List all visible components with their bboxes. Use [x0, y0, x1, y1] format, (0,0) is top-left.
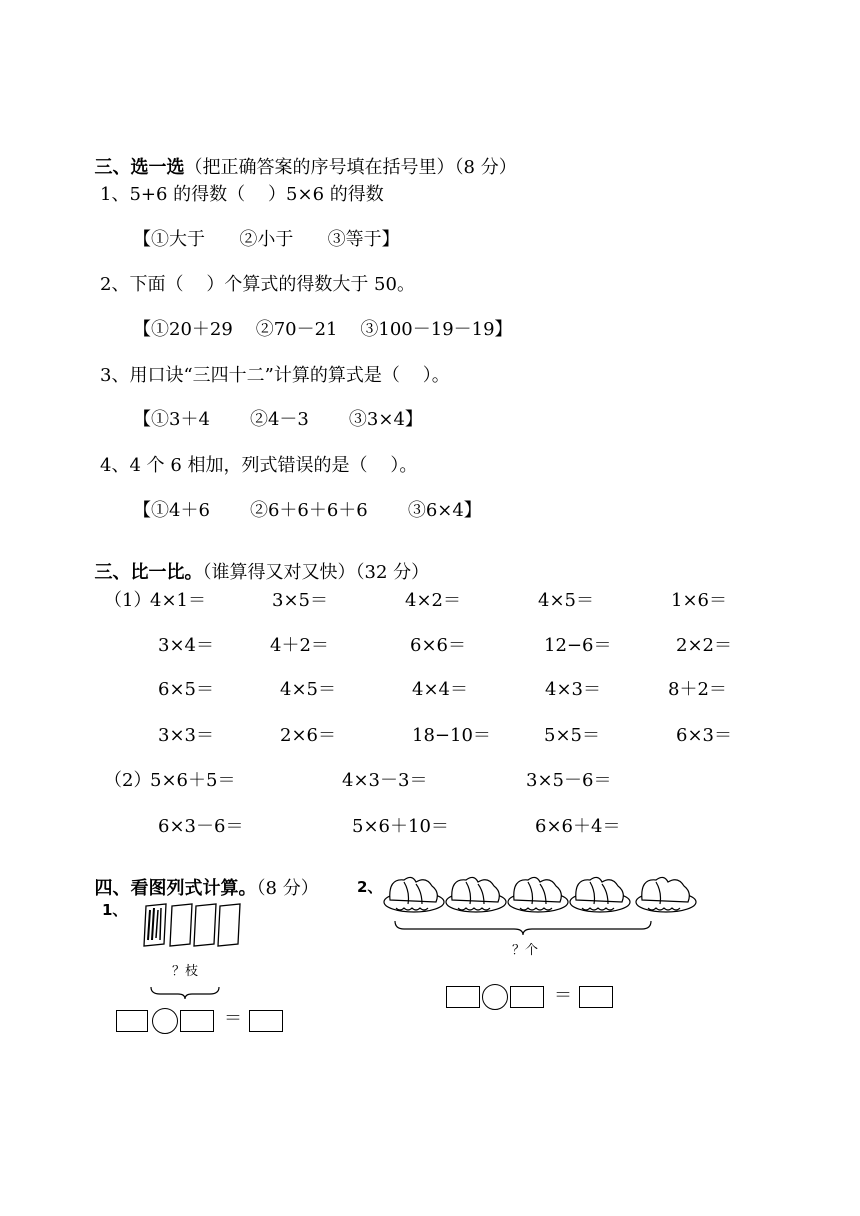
- part-2-label: （2）: [104, 770, 152, 791]
- calc-item: 6×3－6＝: [158, 816, 244, 837]
- calc-item: 4×3－3＝: [342, 770, 428, 791]
- calc-item: 3×5＝: [272, 590, 328, 611]
- calc-item: 6×6＋4＝: [535, 816, 621, 837]
- calc-item: 4×5＝: [538, 590, 594, 611]
- section-choose-title: 三、选一选: [94, 157, 185, 178]
- problem-1-question: ？枝: [172, 964, 199, 979]
- calc-item: 4×1＝: [150, 590, 206, 611]
- calc-item: 3×4＝: [158, 635, 214, 656]
- question-4: 4、4 个 6 相加，列式错误的是（ ）。: [100, 455, 418, 476]
- brace: [150, 986, 220, 1000]
- question-3-options: 【①3＋4 ②4－3 ③3×4】: [133, 409, 423, 430]
- question-1-options: 【①大于 ②小于 ③等于】: [133, 229, 400, 250]
- answer-box[interactable]: [116, 1010, 148, 1032]
- section-compare-note: （谁算得又对又快）（32 分）: [202, 562, 430, 583]
- answer-box[interactable]: [249, 1010, 283, 1032]
- part-1-label: （1）: [104, 590, 152, 611]
- peach-plate: [636, 877, 696, 912]
- calc-item: 2×6＝: [280, 725, 336, 746]
- answer-box[interactable]: [180, 1010, 214, 1032]
- question-1: 1、5+6 的得数（ ）5×6 的得数: [100, 184, 384, 205]
- section-picture-heading: [82, 862, 319, 898]
- peach-plates-image: [382, 872, 700, 918]
- question-2: 2、下面（ ）个算式的得数大于 50。: [100, 274, 415, 295]
- problem-2-label: 2、: [357, 878, 383, 896]
- calc-item: 4＋2＝: [270, 635, 329, 656]
- calc-item: 4×2＝: [405, 590, 461, 611]
- answer-box[interactable]: [579, 986, 613, 1008]
- calc-item: 5×6＋10＝: [352, 816, 449, 837]
- peach-plate: [508, 877, 568, 912]
- operator-circle[interactable]: [482, 984, 508, 1010]
- equals-sign: ＝: [554, 985, 572, 1006]
- section-picture-note: （8 分）: [256, 878, 319, 899]
- calc-item: 3×3＝: [158, 725, 214, 746]
- problem-1-label: 1、: [102, 901, 128, 919]
- answer-box[interactable]: [510, 986, 544, 1008]
- peach-plate: [446, 877, 506, 912]
- calc-item: 6×5＝: [158, 679, 214, 700]
- calc-item: 6×6＝: [410, 635, 466, 656]
- calc-item: 6×3＝: [676, 725, 732, 746]
- calc-item: 5×6＋5＝: [150, 770, 236, 791]
- pencil: [160, 908, 161, 940]
- question-4-options: 【①4＋6 ②6＋6＋6＋6 ③6×4】: [133, 500, 482, 521]
- equals-sign: ＝: [224, 1008, 242, 1029]
- answer-box[interactable]: [446, 986, 480, 1008]
- section-compare-title: 三、比一比。: [94, 562, 203, 583]
- pencil-boxes-image: [140, 902, 240, 946]
- calc-item: 3×5－6＝: [526, 770, 612, 791]
- operator-circle[interactable]: [152, 1008, 178, 1034]
- peach-plate: [384, 877, 444, 912]
- pencil-box: [170, 904, 192, 946]
- calc-item: 8＋2＝: [668, 679, 727, 700]
- calc-item: 4×4＝: [412, 679, 468, 700]
- section-choose-note: （把正确答案的序号填在括号里）（8 分）: [184, 157, 517, 178]
- brace: [394, 920, 652, 936]
- section-compare-heading: [82, 546, 429, 582]
- calc-item: 2×2＝: [676, 635, 732, 656]
- peach-plate: [570, 877, 630, 912]
- pencil-box: [218, 904, 240, 946]
- calc-item: 12−6＝: [544, 635, 612, 656]
- calc-item: 4×5＝: [280, 679, 336, 700]
- pencil-box: [194, 904, 216, 946]
- question-2-options: 【①20＋29 ②70－21 ③100－19－19】: [133, 319, 513, 340]
- section-choose-heading: [82, 141, 517, 177]
- problem-2-question: ？个: [512, 943, 539, 958]
- section-picture-title: 四、看图列式计算。: [94, 878, 257, 899]
- question-3: 3、用口诀“三四十二”计算的算式是（ ）。: [100, 365, 450, 386]
- calc-item: 1×6＝: [671, 590, 727, 611]
- calc-item: 18−10＝: [412, 725, 491, 746]
- calc-item: 4×3＝: [545, 679, 601, 700]
- calc-item: 5×5＝: [544, 725, 600, 746]
